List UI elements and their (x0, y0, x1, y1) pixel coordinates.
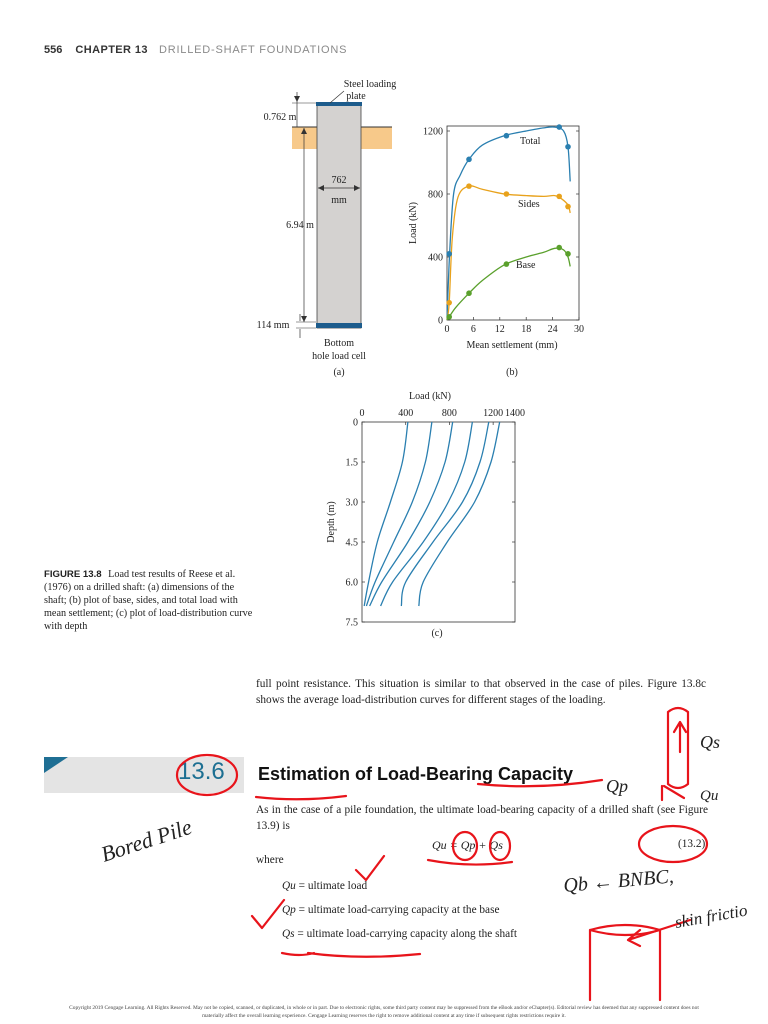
note-qb-bnbc: Qb ← BNBC, (562, 865, 675, 897)
chart-c-ytick-label: 4.5 (345, 537, 358, 549)
sketch-arrow-up (674, 722, 686, 752)
chart-c-ytick-label: 6.0 (345, 577, 358, 589)
load-distribution-curve-4 (381, 422, 473, 606)
chart-b-xtick-label: 6 (470, 324, 476, 335)
series-label-base: Base (516, 260, 536, 271)
plate-label-1: Steel loading (343, 79, 397, 90)
chapter-title: DRILLED-SHAFT FOUNDATIONS (158, 44, 348, 56)
symbol-qp: Qp (282, 904, 296, 916)
diameter-label-1: 762 (331, 175, 347, 186)
load-distribution-curve-2 (366, 422, 432, 606)
chart-b-ytick-label: 400 (428, 252, 443, 264)
chart-c-xtick-label: 1400 (505, 408, 525, 419)
chapter-label: CHAPTER 13 (75, 44, 148, 56)
series-label-total: Total (520, 136, 541, 147)
dim-top-label: 0.762 m (263, 112, 297, 123)
section-title: Estimation of Load-Bearing Capacity (258, 764, 574, 784)
figure-caption-text: Load test results of Reese et al. (1976) on a drilled shaft: (a) dimensions of the shaft; (b) plot of base, sides, and total load with mean settlement; (c) plot of load-distribution curve with depth (44, 569, 253, 632)
sketch-pile-cylinder (668, 708, 688, 788)
definition-qp-text: = ultimate load-carrying capacity at the base (298, 904, 500, 916)
note-qs: Qs (700, 732, 721, 752)
underline-qs-definition (282, 953, 420, 957)
paragraph-2: As in the case of a pile foundation, the ultimate load-bearing capacity of a drilled shaft (see Figure 13.9) is (256, 804, 708, 832)
note-skin-friction: skin frictio (673, 900, 749, 932)
definition-qs-text: = ultimate load-carrying capacity along the shaft (297, 928, 518, 940)
definition-qu (282, 880, 367, 892)
check-mark-1 (356, 856, 384, 880)
underline-equation (428, 860, 512, 865)
paragraph-1: full point resistance. This situation is similar to that observed in the case of piles. Figure 13.8c shows the average load-distribution curves for different stages of the loading. (256, 678, 706, 706)
chart-c-frame (362, 422, 515, 622)
sketch-shaft-cylinder (590, 925, 660, 1000)
definition-qp (282, 904, 499, 916)
panel-b-label: (b) (506, 367, 518, 378)
where-label: where (256, 854, 284, 866)
load-distribution-curve-1 (364, 422, 408, 606)
chart-b-ytick-label: 1200 (423, 126, 443, 138)
definition-qs (282, 928, 517, 940)
chart-c-ytick-label: 7.5 (345, 617, 358, 629)
underline-title-2 (256, 796, 346, 799)
load-distribution-curve-3 (370, 422, 453, 606)
section-number: 13.6 (178, 758, 225, 785)
chart-b-xlabel: Mean settlement (mm) (466, 340, 558, 351)
chart-b-xtick-label: 18 (521, 324, 532, 335)
chart-c-ytick-label: 3.0 (345, 497, 358, 509)
chart-b-ytick-label: 0 (438, 315, 443, 327)
dim-length-label: 6.94 m (286, 220, 314, 231)
chart-c-ytick-label: 1.5 (345, 457, 358, 469)
chart-c-xtick-label: 400 (398, 408, 414, 419)
chart-c-xtick-label: 800 (441, 408, 457, 419)
chart-b-xtick-label: 30 (574, 324, 584, 335)
series-label-sides: Sides (518, 199, 540, 210)
symbol-qs: Qs (282, 928, 295, 940)
sketch-arrow-base (662, 786, 684, 800)
chart-c-xtick-label: 0 (359, 408, 365, 419)
chart-b-ytick-label: 800 (428, 189, 443, 201)
panel-c-label: (c) (431, 628, 443, 639)
note-qu: Qu (700, 788, 719, 804)
definition-qu-text: = ultimate load (298, 880, 368, 892)
equation: Qu = Qp + Qs (432, 838, 503, 852)
figure-label: FIGURE 13.8 (44, 569, 102, 580)
bottom-label-2: hole load cell (312, 351, 366, 362)
chart-b-xtick-label: 0 (444, 324, 450, 335)
section-corner-triangle (44, 757, 68, 773)
copyright-footer: Copyright 2019 Cengage Learning. All Rights Reserved. May not be copied, scanned, or duplicated, in whole or in part. Due to electronic rights, some third party content may be suppressed from the eBook and/or eChapter(s). Editorial review has deemed that any suppressed content does not materially affect the overall learning experience. Cengage Learning reserves the right to remove additional content at any time if subsequent rights restrictions require it. (69, 1005, 699, 1019)
load-distribution-curve-6 (419, 422, 500, 606)
check-mark-2 (252, 900, 284, 928)
chart-c-ytick-label: 0 (353, 417, 358, 429)
chart-b-xtick-label: 24 (547, 324, 558, 335)
chart-c-xlabel: Load (kN) (409, 391, 451, 402)
page-number: 556 (44, 44, 63, 56)
sketch-arrow-skin (628, 920, 690, 946)
dim-bottom-label: 114 mm (256, 320, 290, 331)
note-qp: Qp (606, 776, 628, 796)
symbol-qu: Qu (282, 880, 296, 892)
panel-a-label: (a) (333, 367, 345, 378)
figure-caption (44, 568, 254, 633)
bottom-label-1: Bottom (323, 338, 355, 349)
chart-b-ylabel: Load (kN) (408, 202, 419, 244)
load-distribution-curve-5 (401, 422, 489, 606)
diameter-label-2: mm (331, 195, 347, 206)
note-bored-pile: Bored Pile (97, 813, 195, 867)
equation-number: (13.2) (678, 838, 706, 850)
chart-b-xtick-label: 12 (494, 324, 505, 335)
plate-label-2: plate (346, 91, 366, 102)
chart-c-xtick-label: 1200 (483, 408, 504, 419)
chart-c-ylabel: Depth (m) (326, 501, 337, 543)
